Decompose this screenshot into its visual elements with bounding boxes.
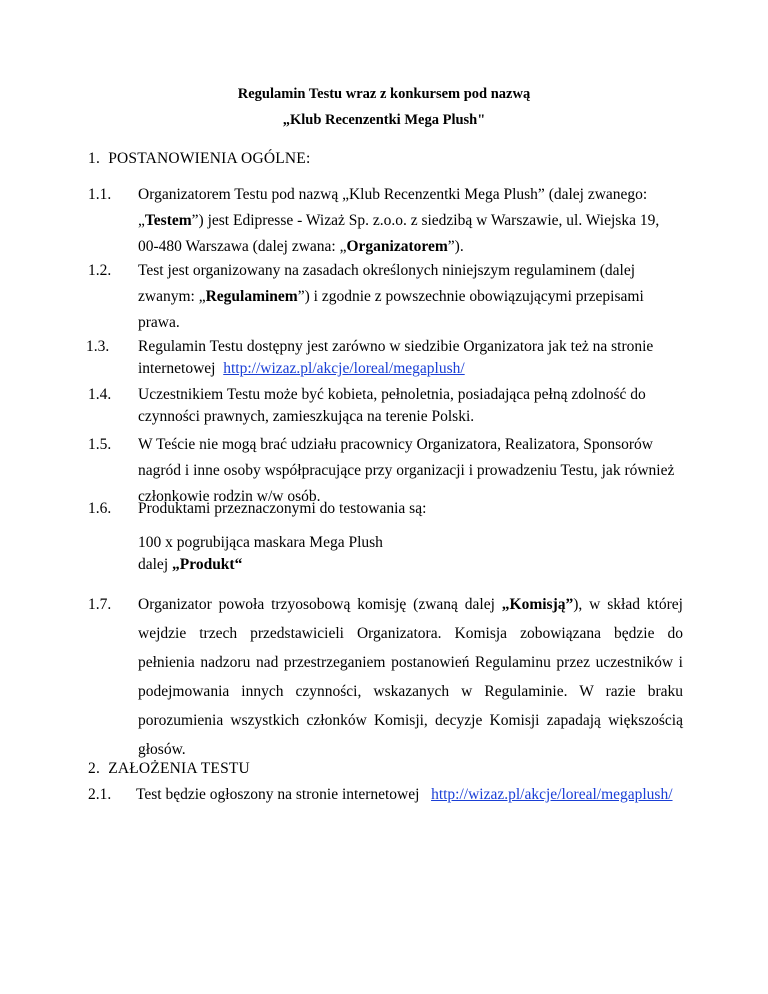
clause-line: wejdzie trzech przedstawicieli Organizatora. Komisja zobowiązana będzie do xyxy=(138,625,683,642)
clause-number: 1.3. xyxy=(86,338,110,355)
clause-line: czynności prawnych, zamieszkująca na terenie Polski. xyxy=(138,408,475,425)
clause-line: dalej „Produkt“ xyxy=(138,556,243,573)
clause-line: prawa. xyxy=(138,314,180,331)
clause-line: Organizatorem Testu pod nazwą „Klub Recenzentki Mega Plush” (dalej zwanego: xyxy=(138,186,648,203)
section-number: 2. xyxy=(88,760,101,777)
clause-line: porozumienia wszystkich członków Komisji, decyzje Komisji zapadają większością xyxy=(138,712,683,729)
clause-number: 1.1. xyxy=(88,186,112,203)
product-line: 100 x pogrubijąca maskara Mega Plush xyxy=(138,534,383,551)
section-title: POSTANOWIENIA OGÓLNE: xyxy=(108,150,311,167)
clause-number: 1.7. xyxy=(88,596,112,613)
section-heading-2 xyxy=(88,760,250,778)
document-subtitle: „Klub Recenzentki Mega Plush" xyxy=(282,112,486,128)
clause-line: Regulamin Testu dostępny jest zarówno w siedzibie Organizatora jak też na stronie xyxy=(138,338,654,355)
clause-number: 1.5. xyxy=(88,436,112,453)
section-title: ZAŁOŻENIA TESTU xyxy=(108,760,250,777)
clause-line: zwanym: „Regulaminem”) i zgodnie z powszechnie obowiązującymi przepisami xyxy=(138,288,644,305)
clause-line: Test będzie ogłoszony na stronie internetowej http://wizaz.pl/akcje/loreal/megaplush/ xyxy=(136,786,673,803)
clause-line: nagród i inne osoby współpracujące przy organizacji i prowadzeniu Testu, jak również xyxy=(138,462,675,479)
clause-line: internetowej http://wizaz.pl/akcje/loreal/megaplush/ xyxy=(138,360,465,377)
clause-line: Produktami przeznaczonymi do testowania są: xyxy=(138,500,427,517)
section-number: 1. xyxy=(88,150,101,167)
clause-number: 1.6. xyxy=(88,500,112,517)
clause-line: „Testem”) jest Edipresse - Wizaż Sp. z.o.o. z siedzibą w Warszawie, ul. Wiejska 19, xyxy=(138,212,660,229)
clause-line: pełnienia nadzoru nad przestrzeganiem postanowień Regulaminu przez uczestników i xyxy=(138,654,683,671)
test-announcement-link[interactable]: http://wizaz.pl/akcje/loreal/megaplush/ xyxy=(431,786,673,803)
clause-line: głosów. xyxy=(138,741,186,758)
clause-line: członkowie rodzin w/w osób. xyxy=(138,488,321,505)
section-heading-1 xyxy=(88,150,310,168)
clause-number: 2.1. xyxy=(88,786,112,803)
clause-line: Test jest organizowany na zasadach określonych niniejszym regulaminem (dalej xyxy=(138,262,636,279)
document-title: Regulamin Testu wraz z konkursem pod nazwą xyxy=(237,86,531,102)
clause-line: Organizator powoła trzyosobową komisję (zwaną dalej „Komisją”), w skład której xyxy=(138,596,683,613)
regulation-link[interactable]: http://wizaz.pl/akcje/loreal/megaplush/ xyxy=(223,360,465,377)
clause-number: 1.4. xyxy=(88,386,112,403)
clause-line: Uczestnikiem Testu może być kobieta, pełnoletnia, posiadająca pełną zdolność do xyxy=(138,386,646,403)
clause-line: W Teście nie mogą brać udziału pracownicy Organizatora, Realizatora, Sponsorów xyxy=(138,436,653,453)
clause-number: 1.2. xyxy=(88,262,112,279)
clause-line: 00-480 Warszawa (dalej zwana: „Organizatorem”). xyxy=(138,238,464,255)
clause-line: podejmowania innych czynności, wskazanych w Regulaminie. W razie braku xyxy=(138,683,683,700)
